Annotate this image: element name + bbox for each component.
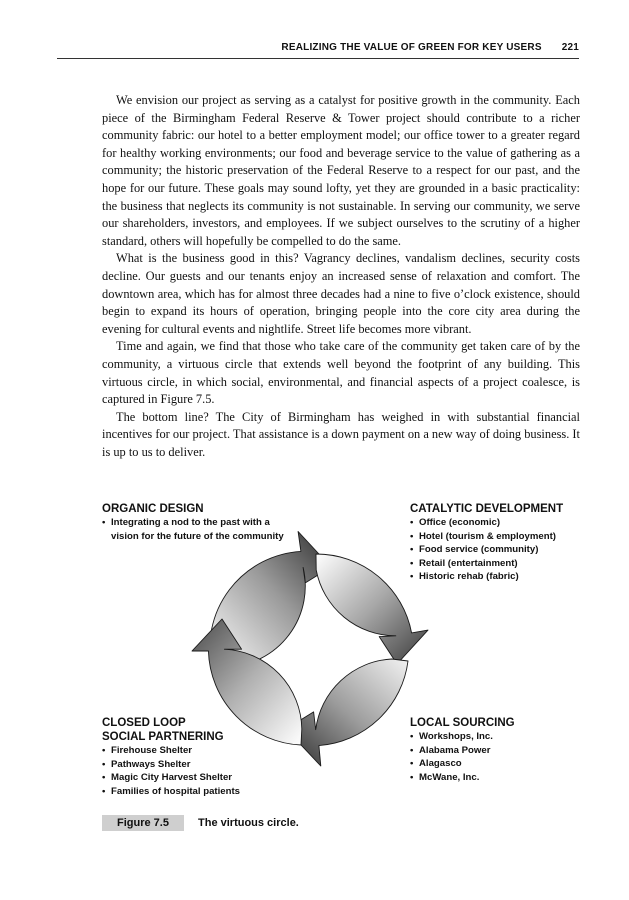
closed-loop-block <box>102 716 292 798</box>
figure-label: Figure 7.5 <box>102 815 184 831</box>
closed-loop-item: • Magic City Harvest Shelter <box>102 771 292 785</box>
organic-design-item: • Integrating a nod to the past with a vision for the future of the community <box>102 516 292 543</box>
catalytic-item: • Office (economic) <box>410 516 600 530</box>
local-sourcing-title: LOCAL SOURCING <box>410 717 515 729</box>
local-sourcing-list <box>410 730 600 784</box>
organic-design-title: ORGANIC DESIGN <box>102 503 204 515</box>
cycle-arrow-right <box>316 554 428 664</box>
running-title: REALIZING THE VALUE OF GREEN FOR KEY USERS <box>281 42 542 53</box>
paragraph-3: Time and again, we find that those who take care of the community get taken care of by the community, a virtuous circle that extends well beyond the footprint of any building. This virtuous circle, in which social, environmental, and financial aspects of a project coalesce, is captured in Figure 7.5. <box>102 339 580 407</box>
catalytic-item: • Food service (community) <box>410 543 600 557</box>
figure-caption-text: The virtuous circle. <box>198 817 299 829</box>
catalytic-item: • Retail (entertainment) <box>410 557 600 571</box>
body-text <box>102 92 580 461</box>
catalytic-development-title: CATALYTIC DEVELOPMENT <box>410 503 564 515</box>
closed-loop-item: • Pathways Shelter <box>102 758 292 772</box>
running-header <box>57 42 579 56</box>
header-rule <box>57 58 579 59</box>
figure-caption <box>102 815 299 831</box>
closed-loop-item: • Families of hospital patients <box>102 785 292 799</box>
local-sourcing-item: • Workshops, Inc. <box>410 730 600 744</box>
local-sourcing-block <box>410 716 600 784</box>
paragraph-4: The bottom line? The City of Birmingham has weighed in with substantial financial incentives for our project. That assistance is a down payment on a new way of doing business. It is up to us to deliver. <box>102 409 580 459</box>
local-sourcing-item: • Alabama Power <box>410 744 600 758</box>
paragraph-1: We envision our project as serving as a catalyst for positive growth in the community. Each piece of the Birmingham Federal Reserve & Tower project should contribute to a richer community fabric: our hotel to a better employment model; our office tower to a greater regard for healthy working environments; our food and beverage service to the value of gathering as a community; the historic preservation of the Federal Reserve to a respect for our past, and the hope for our future. These goals may sound lofty, yet they are grounded in a basic practicality: the business that neglects its community is not sustainable. In serving our community, we serve our shareholders, investors, and employees. If we subject ourselves to the scrutiny of a higher standard, others will hopefully be compelled to do the same. <box>102 93 580 248</box>
local-sourcing-item: • Alagasco <box>410 757 600 771</box>
closed-loop-list <box>102 744 292 798</box>
social-partnering-title: SOCIAL PARTNERING <box>102 731 224 743</box>
paragraph-2: What is the business good in this? Vagrancy declines, vandalism declines, security costs decline. Our guests and our tenants enjoy an increased sense of relaxation and comfort. The downtown area, which has for almost three decades had a nine to five o’clock existence, should begin to expand its hours of operation, bringing people into the core city area during the evening for cultural events and nightlife. Street life becomes more vibrant. <box>102 251 580 336</box>
closed-loop-item: • Firehouse Shelter <box>102 744 292 758</box>
catalytic-item: • Historic rehab (fabric) <box>410 570 600 584</box>
closed-loop-title: CLOSED LOOP <box>102 717 186 729</box>
catalytic-item: • Hotel (tourism & employment) <box>410 530 600 544</box>
cycle-arrow-bottom <box>286 659 408 766</box>
page-number: 221 <box>561 42 579 53</box>
local-sourcing-item: • McWane, Inc. <box>410 771 600 785</box>
